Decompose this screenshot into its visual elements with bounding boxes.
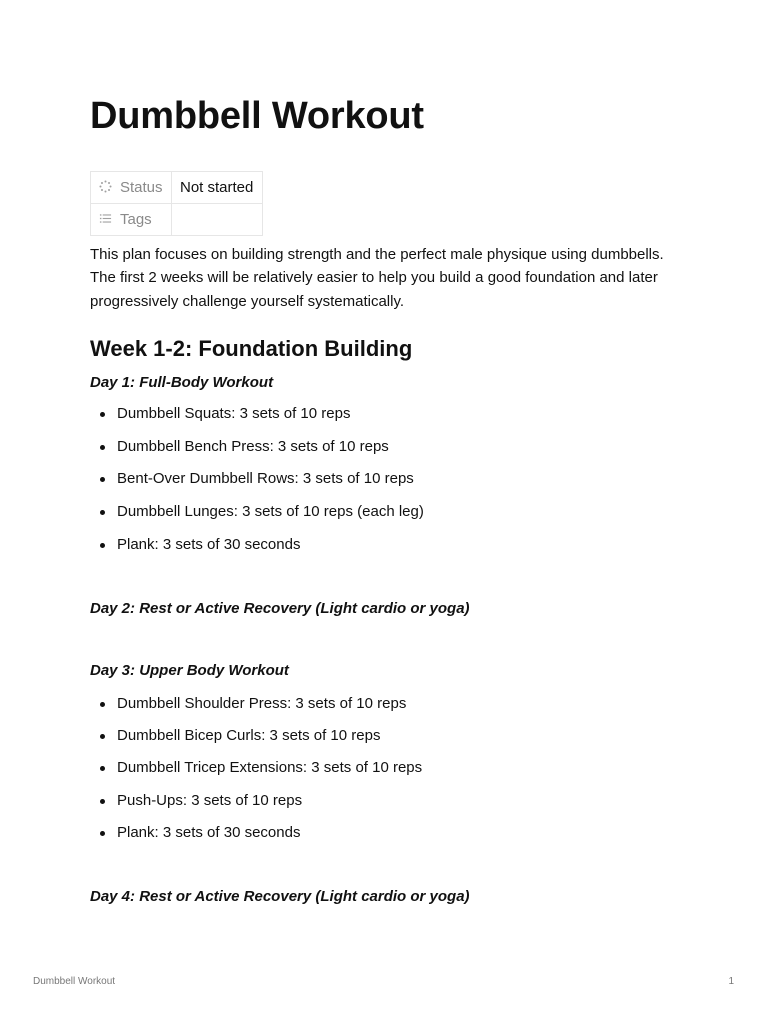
property-key-label: Status xyxy=(120,179,163,196)
property-value-status[interactable]: Not started xyxy=(172,172,263,204)
day-heading-4: Day 4: Rest or Active Recovery (Light cardio or yoga) xyxy=(90,888,470,905)
exercise-list-day-1 xyxy=(90,404,424,567)
properties-table xyxy=(90,171,263,236)
page-title: Dumbbell Workout xyxy=(90,95,424,137)
list-item: Dumbbell Bicep Curls: 3 sets of 10 reps xyxy=(90,726,422,746)
list-item: Dumbbell Squats: 3 sets of 10 reps xyxy=(90,404,424,424)
list-item: Plank: 3 sets of 30 seconds xyxy=(90,535,424,555)
day-heading-3: Day 3: Upper Body Workout xyxy=(90,662,289,679)
day-heading-2: Day 2: Rest or Active Recovery (Light cardio or yoga) xyxy=(90,600,470,617)
list-item: Dumbbell Shoulder Press: 3 sets of 10 reps xyxy=(90,694,422,714)
property-row-status xyxy=(91,172,263,204)
property-row-tags xyxy=(91,204,263,236)
footer-page-number: 1 xyxy=(728,976,734,987)
exercise-list-day-3 xyxy=(90,694,422,855)
property-key-tags xyxy=(91,204,172,236)
list-item: Push-Ups: 3 sets of 10 reps xyxy=(90,791,422,811)
list-item: Dumbbell Lunges: 3 sets of 10 reps (each leg) xyxy=(90,502,424,522)
property-value-tags[interactable] xyxy=(172,204,263,236)
list-item: Plank: 3 sets of 30 seconds xyxy=(90,823,422,843)
list-item: Dumbbell Bench Press: 3 sets of 10 reps xyxy=(90,437,424,457)
footer-document-name: Dumbbell Workout xyxy=(33,976,116,987)
day-heading-1: Day 1: Full-Body Workout xyxy=(90,374,274,391)
list-item: Bent-Over Dumbbell Rows: 3 sets of 10 reps xyxy=(90,469,424,489)
list-item: Dumbbell Tricep Extensions: 3 sets of 10 reps xyxy=(90,758,422,778)
property-key-status xyxy=(91,172,172,204)
property-key-label: Tags xyxy=(120,211,152,228)
list-icon xyxy=(99,212,112,225)
status-spinner-icon xyxy=(99,180,112,193)
intro-paragraph: This plan focuses on building strength and the perfect male physique using dumbbells. The first 2 weeks will be relatively easier to help you build a good foundation and later progressively challenge yourself systematically. xyxy=(90,246,664,310)
section-heading-week-1-2: Week 1-2: Foundation Building xyxy=(90,336,413,361)
